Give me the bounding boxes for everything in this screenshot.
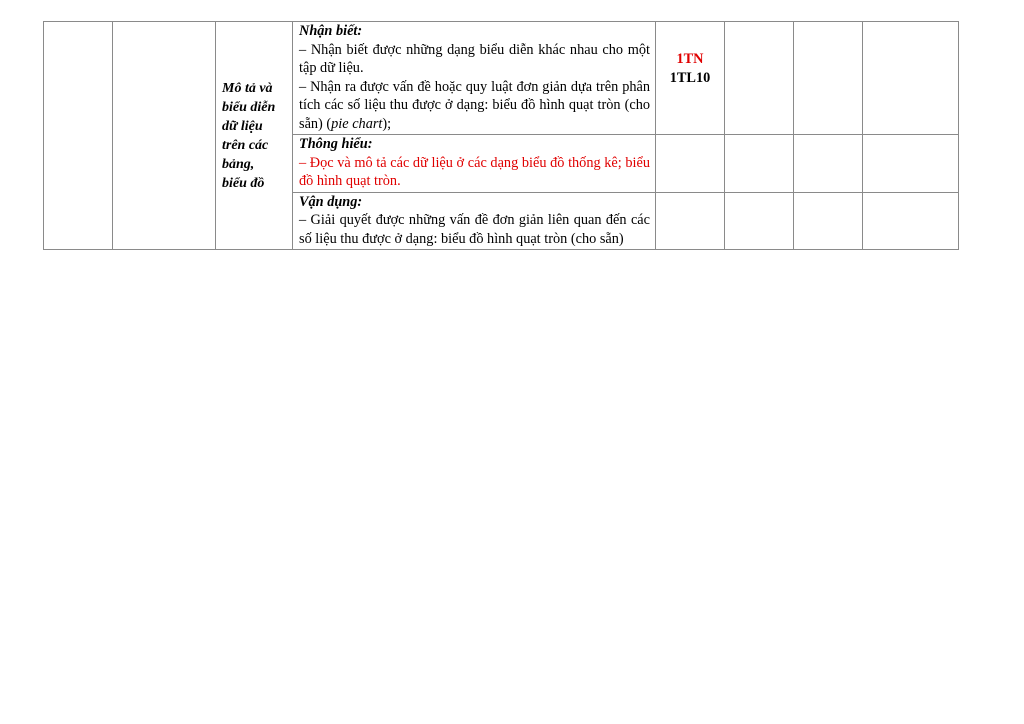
requirement-cell-recognition — [293, 22, 656, 135]
question-count-cell — [656, 22, 725, 135]
table-row-recognition — [44, 22, 959, 135]
empty-cell — [863, 192, 959, 250]
topic-line: bảng, — [222, 156, 255, 172]
topic-line: biểu diễn — [222, 99, 276, 115]
empty-cell — [725, 192, 794, 250]
empty-cell — [863, 22, 959, 135]
level-label: Nhận biết: — [299, 23, 363, 39]
empty-cell — [794, 22, 863, 135]
empty-cell-col2 — [113, 22, 216, 250]
requirement-text: – Giải quyết được những vấn đề đơn giản liên quan đến các số liệu thu được ở dạng: biểu đồ hình quạt tròn (cho sẵn) — [299, 212, 650, 247]
topic-cell — [216, 22, 293, 250]
requirement-cell-application — [293, 192, 656, 250]
requirement-text: – Đọc và mô tả các dữ liệu ở các dạng biểu đồ thống kê; biểu đồ hình quạt tròn. — [299, 154, 650, 189]
level-label: Vận dụng: — [299, 193, 363, 210]
topic-line: biểu đồ — [222, 175, 265, 191]
requirement-text: – Nhận biết được những dạng biểu diễn khác nhau cho một tập dữ liệu. — [299, 41, 650, 76]
multiple-choice-count: 1TN — [676, 51, 704, 67]
empty-cell — [725, 22, 794, 135]
empty-cell — [656, 135, 725, 193]
topic-line: Mô tả và — [222, 80, 273, 96]
assessment-matrix-table — [43, 21, 959, 250]
empty-cell — [794, 135, 863, 193]
empty-cell-col1 — [44, 22, 113, 250]
level-label: Thông hiểu: — [299, 136, 373, 152]
empty-cell — [794, 192, 863, 250]
requirement-text: – Nhận ra được vấn đề hoặc quy luật đơn giản dựa trên phân tích các số liệu thu được ở dạng: biểu đồ hình quạt tròn (cho sẵn) (pie chart); — [299, 78, 650, 132]
topic-line: trên các — [222, 137, 269, 153]
empty-cell — [656, 192, 725, 250]
topic-line: dữ liệu — [222, 118, 263, 134]
essay-count: 1TL10 — [669, 70, 711, 86]
empty-cell — [725, 135, 794, 193]
topic-label — [222, 79, 288, 193]
empty-cell — [863, 135, 959, 193]
requirement-cell-comprehension — [293, 135, 656, 193]
